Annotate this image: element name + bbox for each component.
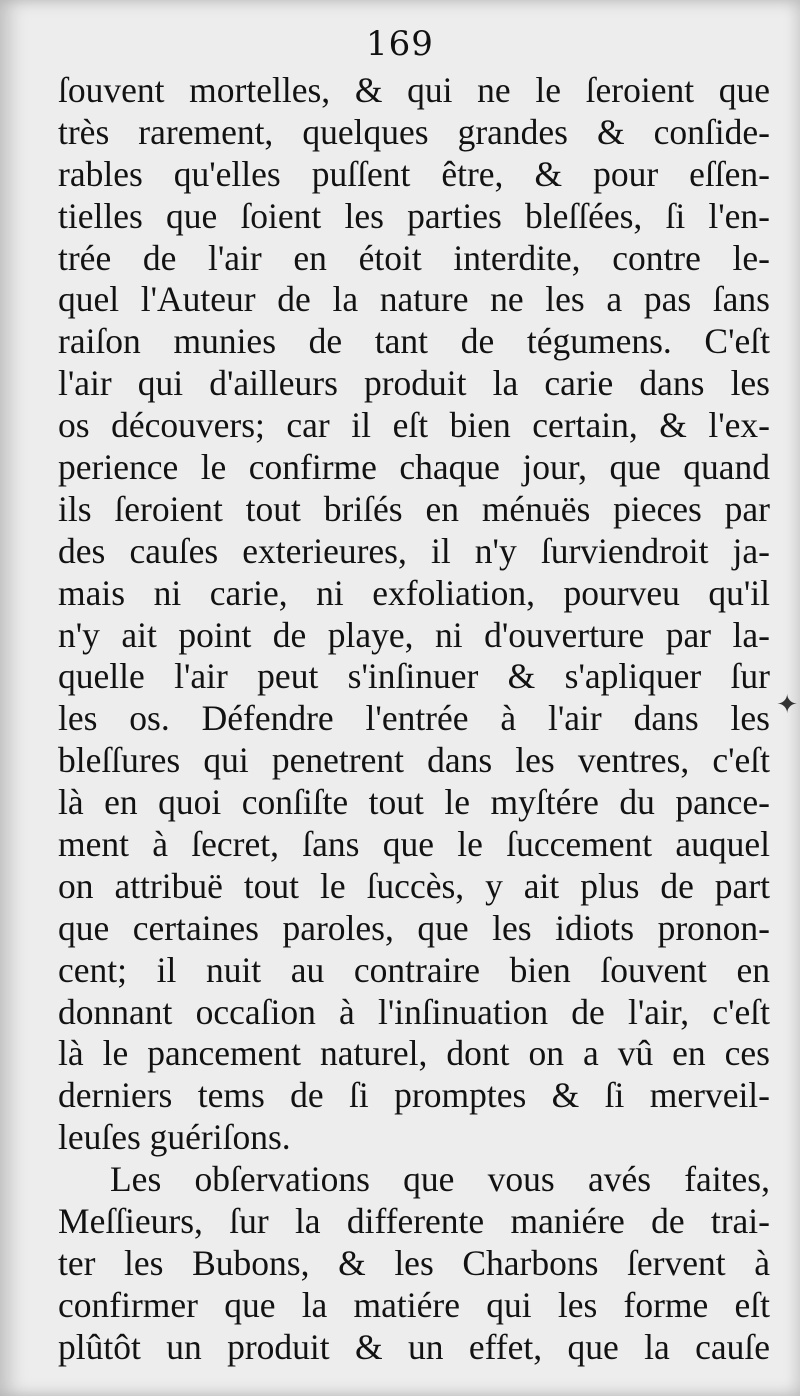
- text-line: plûtôt un produit & un effet, que la cauſe: [58, 1326, 770, 1367]
- text-line: quelle l'air peut s'inſinuer & s'apliquer ſur: [58, 656, 770, 697]
- text-line: derniers tems de ſi promptes & ſi merveil-: [58, 1075, 770, 1116]
- text-line: confirmer que la matiére qui les forme eſt: [58, 1284, 770, 1325]
- text-line: ils ſeroient tout briſés en ménuës pieces par: [58, 488, 770, 529]
- text-line: bleſſures qui penetrent dans les ventres, c'eſt: [58, 740, 770, 781]
- text-line: là le pancement naturel, dont on a vû en ces: [58, 1033, 770, 1074]
- text-line: tielles que ſoient les parties bleſſées, ſi l'en-: [58, 195, 770, 236]
- text-line: raiſon munies de tant de tégumens. C'eſt: [58, 321, 770, 362]
- text-line: cent; il nuit au contraire bien ſouvent en: [58, 949, 770, 990]
- text-line: Les obſervations que vous avés faites,: [110, 1159, 770, 1200]
- page-number: 169: [366, 24, 434, 64]
- text-line: trée de l'air en étoit interdite, contre le-: [58, 237, 770, 278]
- text-line: donnant occaſion à l'inſinuation de l'air, c'eſt: [58, 991, 770, 1032]
- text-line: os découvers; car il eſt bien certain, & l'ex-: [58, 405, 770, 446]
- text-line: leuſes guériſons.: [58, 1117, 291, 1158]
- text-line: ment à ſecret, ſans que le ſuccement auquel: [58, 824, 770, 865]
- text-line: perience le confirme chaque jour, que quand: [58, 447, 770, 488]
- text-line: l'air qui d'ailleurs produit la carie dans les: [58, 363, 770, 404]
- text-line: que certaines paroles, que les idiots pronon-: [58, 907, 770, 948]
- text-line: quel l'Auteur de la nature ne les a pas ſans: [58, 279, 770, 320]
- text-line: rables qu'elles puſſent être, & pour eſſen-: [58, 153, 770, 194]
- text-line: très rarement, quelques grandes & conſide-: [58, 111, 770, 152]
- text-line: des cauſes exterieures, il n'y ſurviendroit ja-: [58, 530, 770, 571]
- text-line: les os. Défendre l'entrée à l'air dans les: [58, 698, 770, 739]
- text-line: ter les Bubons, & les Charbons ſervent à: [58, 1242, 770, 1283]
- text-line: mais ni carie, ni exfoliation, pourveu qu'il: [58, 572, 770, 613]
- text-line: n'y ait point de playe, ni d'ouverture par la-: [58, 614, 770, 655]
- text-line: là en quoi conſiſte tout le myſtére du pance-: [58, 782, 770, 823]
- text-line: on attribuë tout le ſuccès, y ait plus de part: [58, 865, 770, 906]
- body-text: [58, 70, 770, 1369]
- text-line: Meſſieurs, ſur la differente maniére de trai-: [58, 1201, 770, 1242]
- text-line: ſouvent mortelles, & qui ne le ſeroient que: [58, 70, 770, 110]
- margin-mark-icon: ✦: [776, 690, 798, 720]
